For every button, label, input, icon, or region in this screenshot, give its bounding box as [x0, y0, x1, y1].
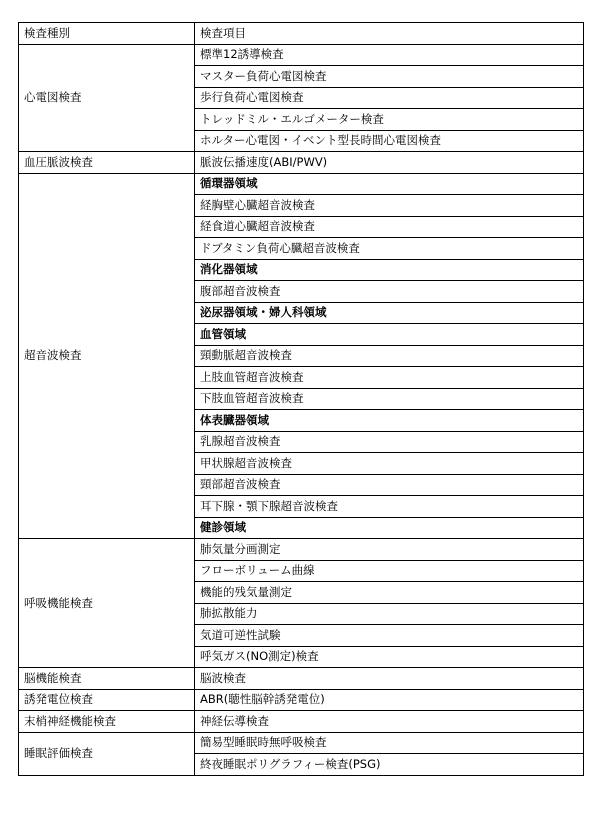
- section-heading-cell: 泌尿器領域・婦人科領域: [195, 302, 584, 324]
- item-cell: トレッドミル・エルゴメーター検査: [195, 109, 584, 131]
- item-cell: 下肢血管超音波検査: [195, 388, 584, 410]
- section-heading-cell: 消化器領域: [195, 259, 584, 281]
- exam-table: [18, 22, 584, 776]
- item-cell: 腹部超音波検査: [195, 281, 584, 303]
- category-cell: 心電図検査: [19, 44, 195, 152]
- section-heading-cell: 体表臓器領域: [195, 410, 584, 432]
- category-cell: 誘発電位検査: [19, 689, 195, 711]
- category-cell: 超音波検査: [19, 173, 195, 539]
- item-cell: 終夜睡眠ポリグラフィー検査(PSG): [195, 754, 584, 776]
- table-row: [19, 689, 584, 711]
- item-cell: ABR(聴性脳幹誘発電位): [195, 689, 584, 711]
- item-cell: 神経伝導検査: [195, 711, 584, 733]
- item-cell: 経胸壁心臓超音波検査: [195, 195, 584, 217]
- category-cell: 呼吸機能検査: [19, 539, 195, 668]
- item-cell: 脈波伝播速度(ABI/PWV): [195, 152, 584, 174]
- section-heading-cell: 循環器領域: [195, 173, 584, 195]
- item-cell: 脳波検査: [195, 668, 584, 690]
- item-cell: 標準12誘導検査: [195, 44, 584, 66]
- header-item: 検査項目: [195, 23, 584, 45]
- table-row: [19, 152, 584, 174]
- exam-table-body: [19, 23, 584, 776]
- table-row: [19, 732, 584, 754]
- item-cell: 歩行負荷心電図検査: [195, 87, 584, 109]
- item-cell: 肺気量分画測定: [195, 539, 584, 561]
- section-heading-cell: 健診領域: [195, 517, 584, 539]
- item-cell: 肺拡散能力: [195, 603, 584, 625]
- table-row: [19, 711, 584, 733]
- item-cell: 頸部超音波検査: [195, 474, 584, 496]
- category-cell: 脳機能検査: [19, 668, 195, 690]
- table-row: [19, 539, 584, 561]
- item-cell: 機能的残気量測定: [195, 582, 584, 604]
- item-cell: 経食道心臓超音波検査: [195, 216, 584, 238]
- item-cell: 簡易型睡眠時無呼吸検査: [195, 732, 584, 754]
- item-cell: 甲状腺超音波検査: [195, 453, 584, 475]
- section-heading-cell: 血管領域: [195, 324, 584, 346]
- item-cell: フローボリューム曲線: [195, 560, 584, 582]
- table-header-row: [19, 23, 584, 45]
- item-cell: 頸動脈超音波検査: [195, 345, 584, 367]
- item-cell: 耳下腺・顎下腺超音波検査: [195, 496, 584, 518]
- header-category: 検査種別: [19, 23, 195, 45]
- item-cell: 乳腺超音波検査: [195, 431, 584, 453]
- category-cell: 末梢神経機能検査: [19, 711, 195, 733]
- category-cell: 睡眠評価検査: [19, 732, 195, 775]
- item-cell: 気道可逆性試験: [195, 625, 584, 647]
- item-cell: マスター負荷心電図検査: [195, 66, 584, 88]
- item-cell: ホルター心電図・イベント型長時間心電図検査: [195, 130, 584, 152]
- table-row: [19, 173, 584, 195]
- item-cell: 呼気ガス(NO測定)検査: [195, 646, 584, 668]
- item-cell: ドブタミン負荷心臓超音波検査: [195, 238, 584, 260]
- category-cell: 血圧脈波検査: [19, 152, 195, 174]
- table-row: [19, 44, 584, 66]
- table-row: [19, 668, 584, 690]
- item-cell: 上肢血管超音波検査: [195, 367, 584, 389]
